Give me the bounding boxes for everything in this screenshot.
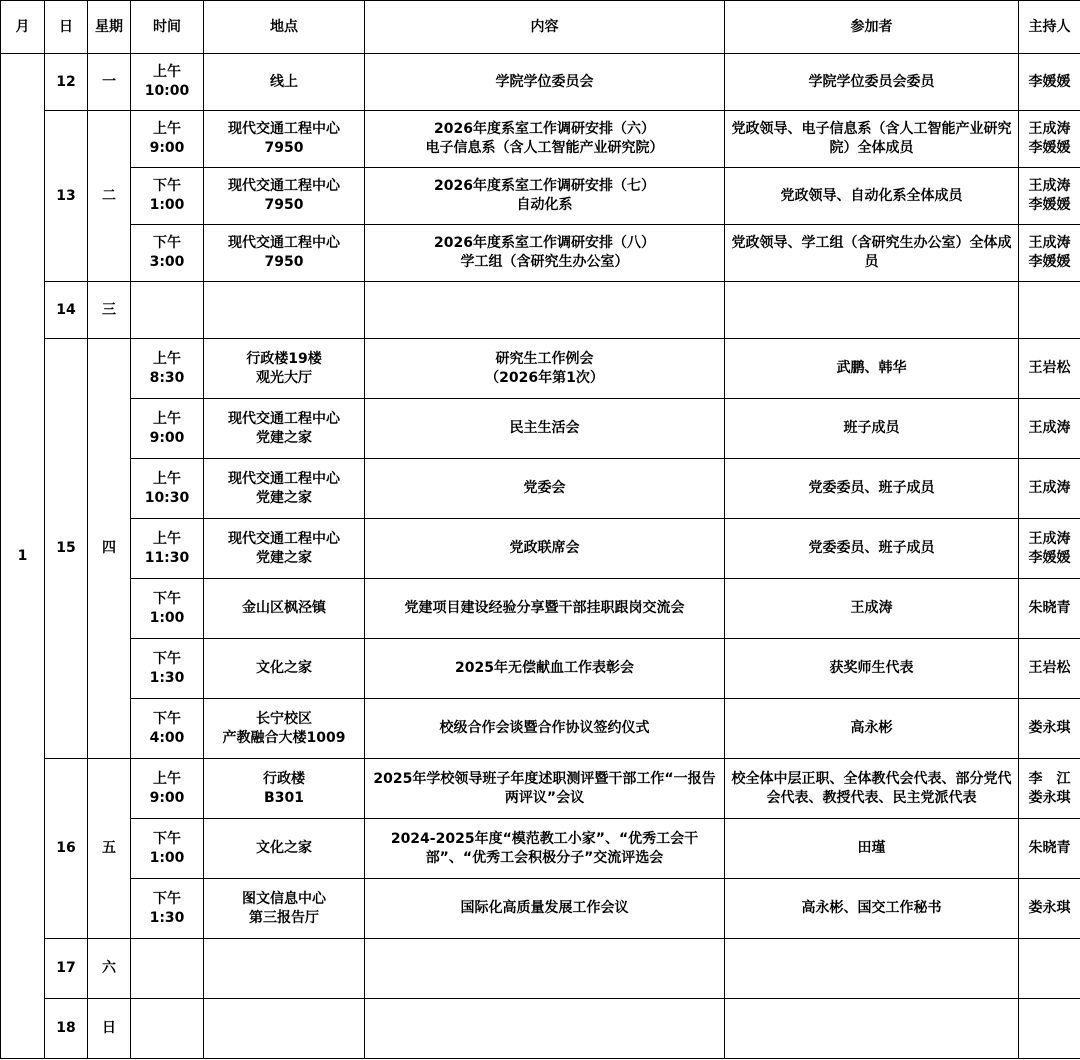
location-line: 7950 bbox=[264, 254, 304, 270]
content-line: 学工组（含研究生办公室） bbox=[460, 254, 629, 270]
time-line: 下午 bbox=[153, 710, 181, 727]
time-line: 上午 bbox=[153, 350, 181, 367]
day-cell: 13 bbox=[45, 111, 88, 282]
weekday-cell: 三 bbox=[88, 282, 131, 339]
host-line: 李媛媛 bbox=[1028, 73, 1071, 90]
time-line: 1:00 bbox=[149, 849, 185, 866]
participants-cell: 获奖师生代表 bbox=[725, 639, 1019, 699]
time-cell bbox=[131, 579, 204, 639]
time-cell bbox=[131, 111, 204, 168]
participants-cell: 党政领导、学工组（含研究生办公室）全体成员 bbox=[725, 225, 1019, 282]
content-line: 2025年无偿献血工作表彰会 bbox=[455, 660, 634, 676]
location-line: 现代交通工程中心 bbox=[228, 530, 340, 547]
host-line: 朱晓青 bbox=[1028, 840, 1071, 856]
host-cell bbox=[1019, 699, 1080, 759]
time-line: 上午 bbox=[153, 64, 181, 80]
time-line: 上午 bbox=[153, 470, 181, 487]
host-cell bbox=[1019, 111, 1080, 168]
time-line: 9:00 bbox=[149, 789, 185, 806]
content-line: 2026年度系室工作调研安排（七） bbox=[434, 178, 655, 194]
time-cell bbox=[131, 759, 204, 819]
location-line: 金山区枫泾镇 bbox=[242, 600, 326, 616]
time-line: 上午 bbox=[153, 770, 181, 787]
time-cell bbox=[131, 519, 204, 579]
participants-cell: 校全体中层正职、全体教代会代表、部分党代会代表、教授代表、民主党派代表 bbox=[725, 759, 1019, 819]
content-cell bbox=[365, 999, 725, 1059]
content-cell bbox=[365, 282, 725, 339]
host-cell bbox=[1019, 579, 1080, 639]
host-cell bbox=[1019, 54, 1080, 111]
time-cell bbox=[131, 699, 204, 759]
time-cell bbox=[131, 282, 204, 339]
day-cell: 15 bbox=[45, 339, 88, 759]
time-line: 11:30 bbox=[144, 549, 190, 566]
location-line: 现代交通工程中心 bbox=[228, 235, 340, 251]
table-row bbox=[1, 819, 1080, 879]
location-line: 行政楼 bbox=[263, 770, 305, 787]
content-line: 2024-2025年度“模范教工小家”、“优秀工会干部”、“优秀工会积极分子”交流评选会 bbox=[390, 830, 699, 866]
location-cell bbox=[204, 759, 365, 819]
content-cell bbox=[365, 225, 725, 282]
month-cell: 1 bbox=[1, 54, 45, 1059]
table-row bbox=[1, 111, 1080, 168]
content-cell bbox=[365, 879, 725, 939]
day-cell: 12 bbox=[45, 54, 88, 111]
location-cell bbox=[204, 399, 365, 459]
time-line: 1:00 bbox=[149, 609, 185, 626]
location-cell bbox=[204, 819, 365, 879]
time-line: 9:00 bbox=[149, 140, 185, 156]
table-row bbox=[1, 399, 1080, 459]
time-line: 上午 bbox=[153, 121, 181, 137]
time-line: 下午 bbox=[153, 590, 181, 607]
location-line: 7950 bbox=[264, 197, 304, 213]
content-line: 2026年度系室工作调研安排（八） bbox=[434, 235, 655, 251]
time-cell bbox=[131, 939, 204, 999]
participants-cell: 班子成员 bbox=[725, 399, 1019, 459]
content-line: 2025年学校领导班子年度述职测评暨干部工作“一报告两评议”会议 bbox=[373, 770, 716, 806]
location-cell bbox=[204, 54, 365, 111]
time-cell bbox=[131, 879, 204, 939]
table-row bbox=[1, 639, 1080, 699]
host-cell bbox=[1019, 399, 1080, 459]
content-cell bbox=[365, 639, 725, 699]
location-cell bbox=[204, 999, 365, 1059]
time-line: 下午 bbox=[153, 178, 181, 194]
participants-cell: 学院学位委员会委员 bbox=[725, 54, 1019, 111]
time-line: 10:00 bbox=[144, 83, 190, 99]
time-cell bbox=[131, 168, 204, 225]
table-row bbox=[1, 54, 1080, 111]
location-line: 党建之家 bbox=[256, 549, 312, 566]
table-row bbox=[1, 999, 1080, 1059]
content-line: 党委会 bbox=[523, 480, 566, 496]
time-line: 8:30 bbox=[149, 369, 185, 386]
location-line: 长宁校区 bbox=[256, 710, 312, 727]
time-line: 上午 bbox=[153, 410, 181, 427]
content-line: 研究生工作例会 bbox=[495, 350, 594, 367]
location-line: 图文信息中心 bbox=[242, 890, 326, 907]
content-cell bbox=[365, 339, 725, 399]
host-cell bbox=[1019, 759, 1080, 819]
participants-cell: 党政领导、电子信息系（含人工智能产业研究院）全体成员 bbox=[725, 111, 1019, 168]
content-cell bbox=[365, 939, 725, 999]
table-row bbox=[1, 519, 1080, 579]
content-line: 党建项目建设经验分享暨干部挂职跟岗交流会 bbox=[404, 600, 685, 616]
host-line: 李媛媛 bbox=[1028, 197, 1071, 213]
header-content: 内容 bbox=[365, 1, 725, 54]
content-line: 自动化系 bbox=[516, 197, 573, 213]
content-cell bbox=[365, 579, 725, 639]
host-cell bbox=[1019, 168, 1080, 225]
host-cell bbox=[1019, 939, 1080, 999]
location-cell bbox=[204, 282, 365, 339]
location-cell bbox=[204, 111, 365, 168]
time-line: 下午 bbox=[153, 890, 181, 907]
time-cell bbox=[131, 225, 204, 282]
location-cell bbox=[204, 699, 365, 759]
table-row bbox=[1, 759, 1080, 819]
host-cell bbox=[1019, 819, 1080, 879]
weekday-cell: 四 bbox=[88, 339, 131, 759]
participants-cell: 高永彬、国交工作秘书 bbox=[725, 879, 1019, 939]
time-line: 下午 bbox=[153, 830, 181, 847]
host-line: 王岩松 bbox=[1028, 360, 1071, 376]
time-line: 1:30 bbox=[149, 669, 185, 686]
location-line: 文化之家 bbox=[256, 840, 312, 856]
participants-cell: 党委委员、班子成员 bbox=[725, 459, 1019, 519]
host-line: 娄永琪 bbox=[1028, 900, 1071, 916]
table-row bbox=[1, 699, 1080, 759]
weekday-cell: 五 bbox=[88, 759, 131, 939]
location-line: 观光大厅 bbox=[256, 369, 312, 386]
location-cell bbox=[204, 459, 365, 519]
host-line: 朱晓青 bbox=[1028, 600, 1071, 616]
host-line: 王成涛 bbox=[1028, 530, 1071, 547]
time-line: 3:00 bbox=[149, 254, 185, 270]
host-cell bbox=[1019, 999, 1080, 1059]
table-row bbox=[1, 225, 1080, 282]
host-line: 李媛媛 bbox=[1028, 140, 1071, 156]
content-cell bbox=[365, 819, 725, 879]
participants-cell: 王成涛 bbox=[725, 579, 1019, 639]
participants-cell bbox=[725, 999, 1019, 1059]
location-line: 现代交通工程中心 bbox=[228, 470, 340, 487]
content-line: 党政联席会 bbox=[509, 540, 580, 556]
location-line: 现代交通工程中心 bbox=[228, 121, 340, 137]
location-line: 党建之家 bbox=[256, 489, 312, 506]
time-line: 下午 bbox=[153, 650, 181, 667]
table-row bbox=[1, 339, 1080, 399]
participants-cell bbox=[725, 939, 1019, 999]
host-cell bbox=[1019, 339, 1080, 399]
location-line: 现代交通工程中心 bbox=[228, 410, 340, 427]
location-line: 线上 bbox=[270, 73, 298, 90]
content-cell bbox=[365, 519, 725, 579]
time-cell bbox=[131, 999, 204, 1059]
participants-cell: 党委委员、班子成员 bbox=[725, 519, 1019, 579]
weekday-cell: 一 bbox=[88, 54, 131, 111]
table-row bbox=[1, 879, 1080, 939]
table-row bbox=[1, 282, 1080, 339]
schedule-body bbox=[1, 54, 1080, 1059]
header-time: 时间 bbox=[131, 1, 204, 54]
header-row bbox=[1, 1, 1080, 54]
host-cell bbox=[1019, 282, 1080, 339]
time-line: 9:00 bbox=[149, 429, 185, 446]
participants-cell bbox=[725, 282, 1019, 339]
time-line: 4:00 bbox=[149, 729, 185, 746]
location-line: 行政楼19楼 bbox=[246, 350, 322, 367]
host-line: 李 江 bbox=[1028, 770, 1071, 787]
host-cell bbox=[1019, 225, 1080, 282]
header-weekday: 星期 bbox=[88, 1, 131, 54]
content-line: 国际化高质量发展工作会议 bbox=[460, 900, 629, 916]
time-cell bbox=[131, 339, 204, 399]
location-line: 第三报告厅 bbox=[249, 909, 319, 926]
table-row bbox=[1, 579, 1080, 639]
host-line: 娄永琪 bbox=[1028, 789, 1071, 806]
host-line: 王成涛 bbox=[1028, 235, 1071, 251]
header-month: 月 bbox=[1, 1, 45, 54]
location-cell bbox=[204, 579, 365, 639]
participants-cell: 武鹏、韩华 bbox=[725, 339, 1019, 399]
participants-cell: 高永彬 bbox=[725, 699, 1019, 759]
content-cell bbox=[365, 459, 725, 519]
content-line: 学院学位委员会 bbox=[495, 73, 594, 90]
time-line: 下午 bbox=[153, 235, 181, 251]
host-cell bbox=[1019, 519, 1080, 579]
weekday-cell: 日 bbox=[88, 999, 131, 1059]
header-host: 主持人 bbox=[1019, 1, 1080, 54]
host-cell bbox=[1019, 459, 1080, 519]
content-line: 校级合作会谈暨合作协议签约仪式 bbox=[439, 720, 650, 736]
day-cell: 16 bbox=[45, 759, 88, 939]
location-line: 7950 bbox=[264, 140, 304, 156]
location-cell bbox=[204, 879, 365, 939]
content-cell bbox=[365, 168, 725, 225]
location-cell bbox=[204, 519, 365, 579]
location-cell bbox=[204, 639, 365, 699]
time-line: 1:30 bbox=[149, 909, 185, 926]
host-line: 王成涛 bbox=[1028, 480, 1071, 496]
time-cell bbox=[131, 819, 204, 879]
weekday-cell: 二 bbox=[88, 111, 131, 282]
host-line: 李媛媛 bbox=[1028, 549, 1071, 566]
participants-cell: 党政领导、自动化系全体成员 bbox=[725, 168, 1019, 225]
weekday-cell: 六 bbox=[88, 939, 131, 999]
location-cell bbox=[204, 168, 365, 225]
location-line: B301 bbox=[264, 789, 304, 806]
header-day: 日 bbox=[45, 1, 88, 54]
time-line: 上午 bbox=[153, 530, 181, 547]
host-line: 王岩松 bbox=[1028, 660, 1071, 676]
content-cell bbox=[365, 759, 725, 819]
host-cell bbox=[1019, 639, 1080, 699]
day-cell: 18 bbox=[45, 999, 88, 1059]
host-line: 李媛媛 bbox=[1028, 254, 1071, 270]
location-line: 党建之家 bbox=[256, 429, 312, 446]
time-line: 10:30 bbox=[144, 489, 190, 506]
host-line: 王成涛 bbox=[1028, 178, 1071, 194]
header-participants: 参加者 bbox=[725, 1, 1019, 54]
content-cell bbox=[365, 54, 725, 111]
content-cell bbox=[365, 111, 725, 168]
day-cell: 17 bbox=[45, 939, 88, 999]
content-line: 民主生活会 bbox=[509, 420, 580, 436]
table-row bbox=[1, 168, 1080, 225]
time-line: 1:00 bbox=[149, 197, 185, 213]
location-cell bbox=[204, 939, 365, 999]
host-line: 娄永琪 bbox=[1028, 720, 1071, 736]
time-cell bbox=[131, 54, 204, 111]
time-cell bbox=[131, 399, 204, 459]
participants-cell: 田瑾 bbox=[725, 819, 1019, 879]
content-line: 电子信息系（含人工智能产业研究院） bbox=[425, 140, 664, 156]
content-cell bbox=[365, 699, 725, 759]
location-line: 产教融合大楼1009 bbox=[222, 729, 346, 746]
location-line: 现代交通工程中心 bbox=[228, 178, 340, 194]
host-line: 王成涛 bbox=[1028, 121, 1071, 137]
host-line: 王成涛 bbox=[1028, 420, 1071, 436]
host-cell bbox=[1019, 879, 1080, 939]
location-line: 文化之家 bbox=[256, 660, 312, 676]
table-row bbox=[1, 939, 1080, 999]
location-cell bbox=[204, 339, 365, 399]
content-line: 2026年度系室工作调研安排（六） bbox=[434, 121, 655, 137]
time-cell bbox=[131, 459, 204, 519]
content-line: （2026年第1次） bbox=[485, 369, 604, 386]
day-cell: 14 bbox=[45, 282, 88, 339]
table-row bbox=[1, 459, 1080, 519]
content-cell bbox=[365, 399, 725, 459]
header-location: 地点 bbox=[204, 1, 365, 54]
location-cell bbox=[204, 225, 365, 282]
time-cell bbox=[131, 639, 204, 699]
